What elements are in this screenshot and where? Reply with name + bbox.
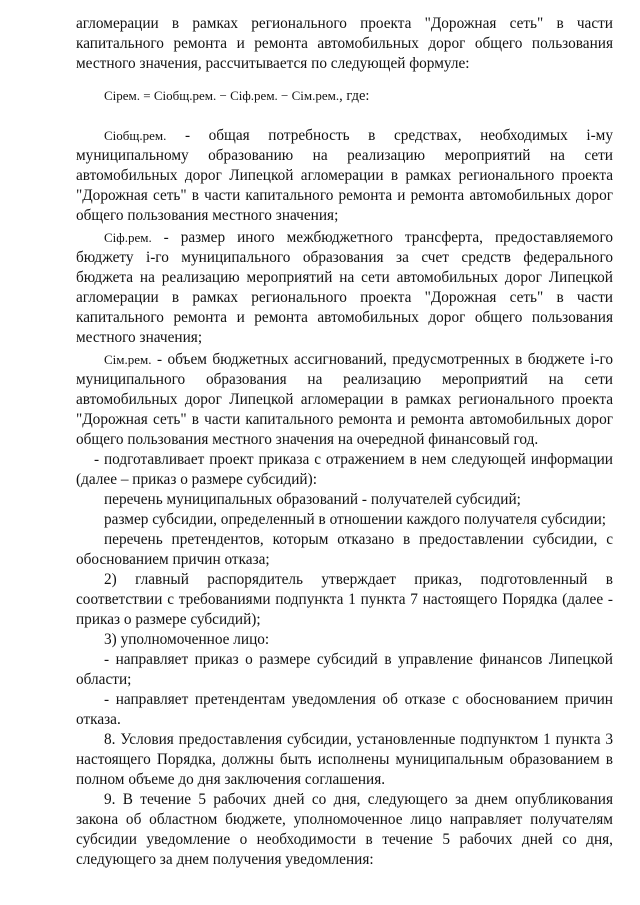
paragraph: перечень муниципальных образований - получателей субсидий; [104, 491, 521, 508]
intro-paragraph: агломерации в рамках регионального проекта "Дорожная сеть" в части капитального ремонта и ремонта автомобильных дорог общего пользования местного значения, рассчитывается по следующей формуле: [76, 15, 613, 72]
paragraph: - направляет приказ о размере субсидий в управление финансов Липецкой области; [76, 651, 613, 688]
paragraph: 8. Условия предоставления субсидии, установленные подпунктом 1 пункта 3 настоящего Порядка, должны быть исполнены муниципальным образованием в полном объеме до дня заключения соглашения. [76, 731, 613, 788]
paragraph: - направляет претендентам уведомления об отказе с обоснованием причин отказа. [76, 691, 613, 728]
definition-text: - общая потребность в средствах, необходимых i-му муниципальному образованию на реализацию мероприятий на сети автомобильных дорог Липецкой агломерации в рамках регионального проекта "Дорожная сеть" в части капитального ремонта и ремонта автомобильных дорог общего пользования местного значения; [76, 127, 613, 224]
definition-federal [76, 228, 613, 348]
paragraph: - подготавливает проект приказа с отражением в нем следующей информации (далее – приказ о размере субсидий): [76, 451, 613, 488]
paragraph: 3) уполномоченное лицо: [104, 631, 270, 648]
paragraph: 9. В течение 5 рабочих дней со дня, следующего за днем опубликования закона об областном бюджете, уполномоченное лицо направляет получателям субсидии уведомление о необходимости в течение 5 рабочих дней со дня, следующего за днем получения уведомления: [76, 791, 613, 868]
formula-suffix: , где: [339, 88, 370, 104]
definition-symbol: Ciобщ.рем. [104, 128, 167, 143]
paragraph: перечень претендентов, которым отказано в предоставлении субсидии, с обоснованием причин отказа; [76, 531, 613, 568]
definition-total [76, 126, 613, 226]
paragraph: 2) главный распорядитель утверждает приказ, подготовленный в соответствии с требованиями подпункта 1 пункта 7 настоящего Порядка (далее - приказ о размере субсидий); [76, 571, 613, 628]
paragraph: размер субсидии, определенный в отношении каждого получателя субсидии; [104, 511, 607, 528]
document-page [76, 14, 613, 870]
formula-expression: Ciрем. = Ciобщ.рем. − Ciф.рем. − Ciм.рем. [104, 88, 340, 103]
definition-symbol: Ciм.рем. [104, 352, 152, 367]
formula [76, 86, 613, 114]
definition-municipal [76, 350, 613, 450]
definition-symbol: Ciф.рем. [104, 230, 152, 245]
definition-text: - размер иного межбюджетного трансферта, предоставляемого бюджету i-го муниципального образования за счет средств федерального бюджета на реализацию мероприятий на сети автомобильных дорог Липецкой агломерации в рамках регионального проекта "Дорожная сеть" в части капитального ремонта и ремонта автомобильных дорог общего пользования местного значения; [76, 229, 613, 346]
definition-text: - объем бюджетных ассигнований, предусмотренных в бюджете i-го муниципального образования на реализацию мероприятий на сети автомобильных дорог Липецкой агломерации в рамках регионального проекта "Дорожная сеть" в части капитального ремонта и ремонта автомобильных дорог общего пользования местного значения на очередной финансовый год. [76, 351, 613, 448]
